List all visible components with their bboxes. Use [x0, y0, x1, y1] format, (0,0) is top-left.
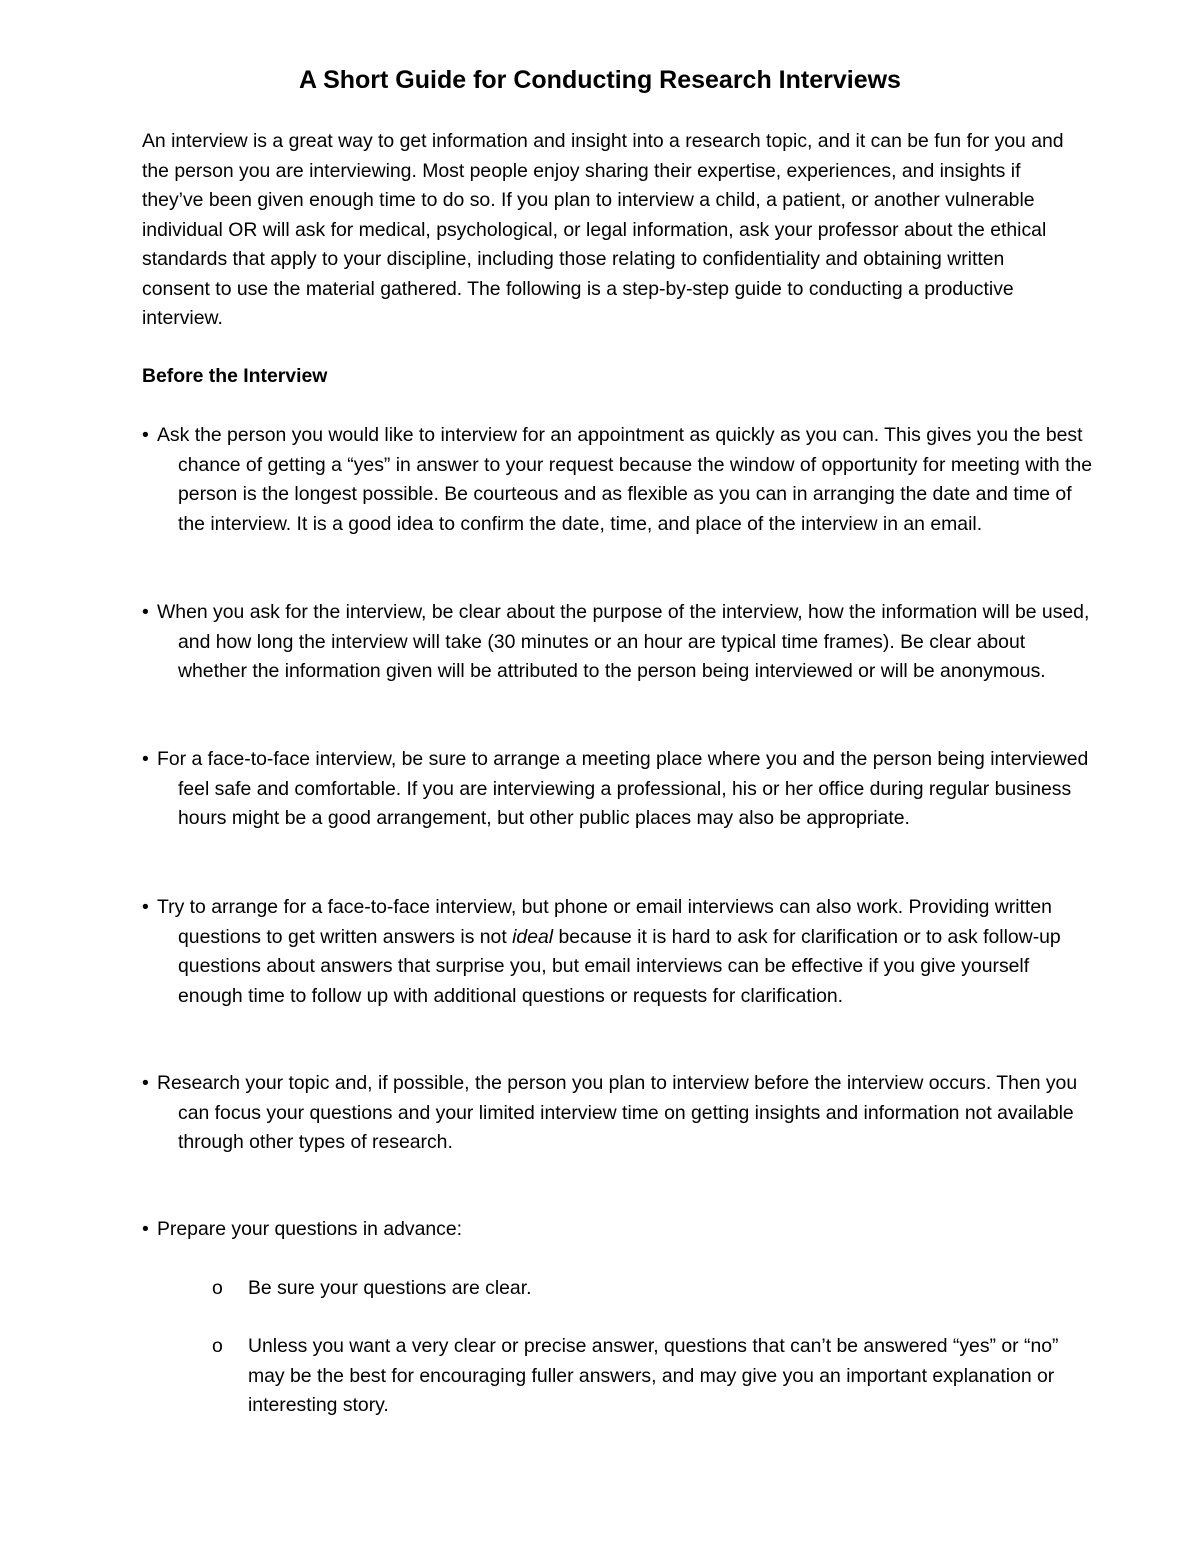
document-title: A Short Guide for Conducting Research Interviews	[299, 66, 901, 94]
bullet-item	[142, 893, 1098, 1011]
sub-item-text: Unless you want a very clear or precise answer, questions that can’t be answered “yes” or “no” may be the best for encouraging fuller answers, and may give you an important explanation or interesting story.	[248, 1335, 1059, 1416]
intro-paragraph: An interview is a great way to get information and insight into a research topic, and it can be fun for you and the person you are interviewing. Most people enjoy sharing their expertise, experiences, and insights if they’ve been given enough time to do so. If you plan to interview a child, a patient, or another vulnerable individual OR will ask for medical, psychological, or legal information, ask your professor about the ethical standards that apply to your discipline, including those relating to confidentiality and obtaining written consent to use the material gathered. The following is a step-by-step guide to conducting a productive interview.	[142, 130, 1064, 329]
bullet-text: For a face-to-face interview, be sure to arrange a meeting place where you and the person being interviewed feel safe and comfortable. If you are interviewing a professional, his or her office during regular business hours might be a good arrangement, but other public places may also be appropriate.	[157, 748, 1089, 829]
bullet-glyph: •	[142, 1218, 149, 1240]
bullet-item	[142, 1215, 1098, 1245]
bullet-text: Ask the person you would like to interview for an appointment as quickly as you can. This gives you the best chance of getting a “yes” in answer to your request because the window of opportunity for meeting with the person is the longest possible. Be courteous and as flexible as you can in arranging the date and time of the interview. It is a good idea to confirm the date, time, and place of the interview in an email.	[157, 424, 1093, 535]
sub-list-item	[212, 1274, 1098, 1304]
bullet-text-emphasis: ideal	[512, 925, 554, 948]
bullet-item	[142, 598, 1098, 687]
bullet-glyph: •	[142, 1072, 149, 1094]
bullet-glyph: •	[142, 601, 149, 623]
sub-bullet-glyph: o	[212, 1335, 223, 1357]
bullet-item	[142, 745, 1098, 834]
sub-item-text: Be sure your questions are clear.	[248, 1277, 532, 1299]
bullet-item	[142, 421, 1098, 539]
bullet-glyph: •	[142, 748, 149, 770]
bullet-text-after: because it is hard to ask for clarification or to ask follow-up questions about answers that surprise you, but email interviews can be effective if you give yourself enough time to follow up with additional questions or requests for clarification.	[178, 925, 1061, 1007]
bullet-glyph: •	[142, 424, 149, 446]
bullet-text: When you ask for the interview, be clear about the purpose of the interview, how the information will be used, and how long the interview will take (30 minutes or an hour are typical time frames). Be clear about whether the information given will be attributed to the person being interviewed or will be anonymous.	[157, 601, 1090, 682]
bullet-text: Research your topic and, if possible, the person you plan to interview before the interview occurs. Then you can focus your questions and your limited interview time on getting insights and information not available through other types of research.	[157, 1072, 1078, 1153]
bullet-item	[142, 1069, 1098, 1158]
bullet-text-before: Try to arrange for a face-to-face interview, but phone or email interviews can also work. Providing written questions to get written answers is not	[157, 896, 1052, 948]
sub-bullet-glyph: o	[212, 1277, 223, 1299]
bullet-glyph: •	[142, 896, 149, 918]
sub-list-item	[212, 1332, 1098, 1421]
section-heading-before-interview: Before the Interview	[142, 365, 328, 387]
bullet-text: Prepare your questions in advance:	[157, 1218, 463, 1240]
